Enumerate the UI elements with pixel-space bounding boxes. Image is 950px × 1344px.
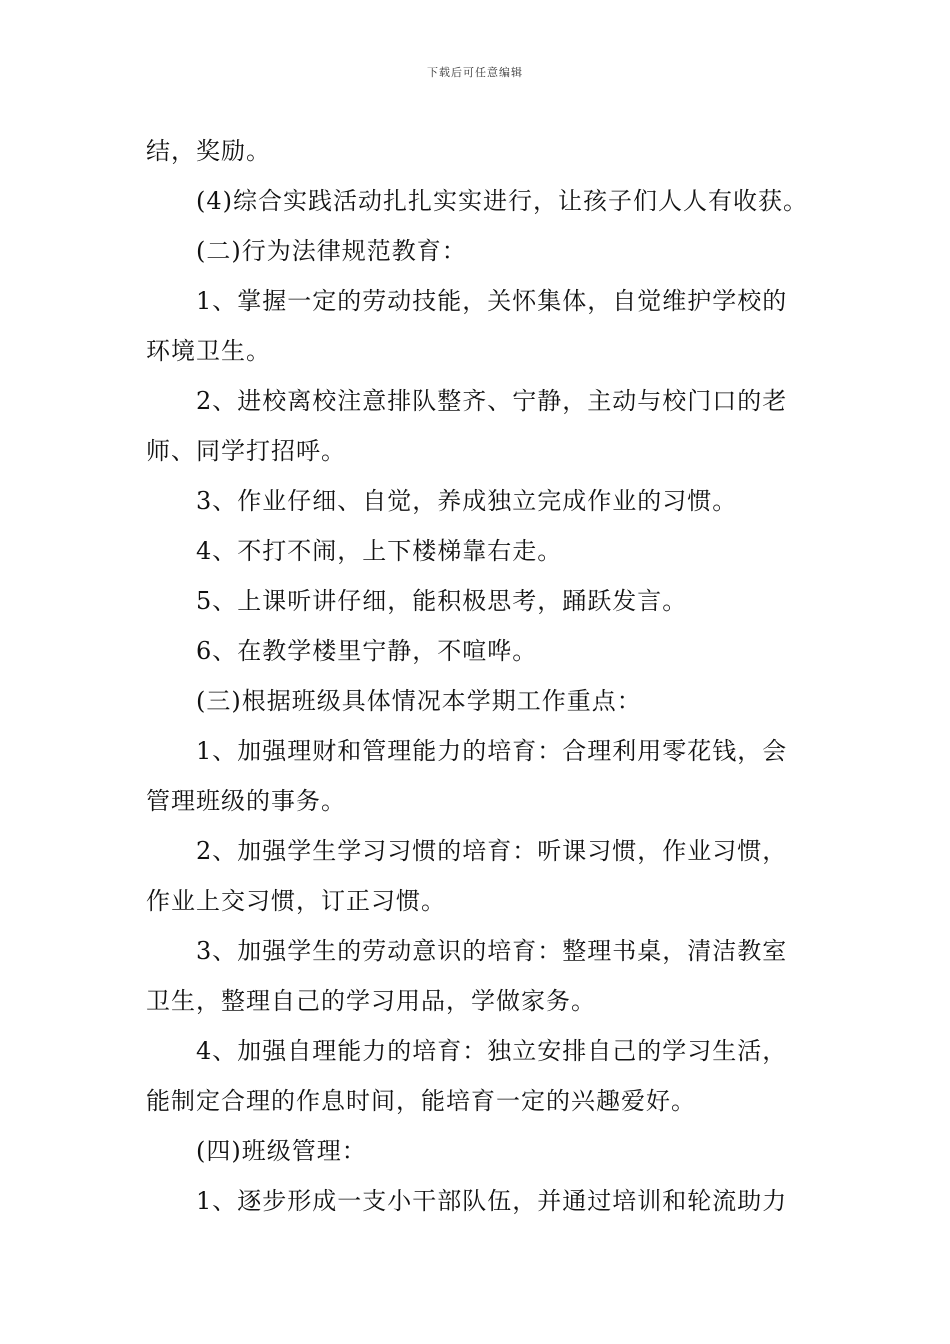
text-line: 5、上课听讲仔细，能积极思考，踊跃发言。 — [196, 587, 688, 615]
text-line: 4、不打不闹，上下楼梯靠右走。 — [196, 537, 563, 565]
page-header: 下载后可任意编辑 — [427, 66, 523, 79]
text-line: 2、加强学生学习习惯的培育：听课习惯，作业习惯， — [196, 837, 788, 865]
text-line: 1、掌握一定的劳动技能，关怀集体，自觉维护学校的 — [196, 287, 788, 315]
text-line: (4)综合实践活动扎扎实实进行，让孩子们人人有收获。 — [196, 187, 808, 215]
text-line: 2、进校离校注意排队整齐、宁静，主动与校门口的老 — [196, 387, 788, 415]
text-line: 作业上交习惯，订正习惯。 — [146, 887, 446, 915]
document-body — [146, 126, 810, 1226]
text-line: 师、同学打招呼。 — [146, 437, 346, 465]
text-line: 环境卫生。 — [146, 337, 271, 365]
text-line: 6、在教学楼里宁静，不喧哗。 — [196, 637, 538, 665]
text-line: 结，奖励。 — [146, 137, 271, 165]
section-heading: (四)班级管理： — [196, 1137, 367, 1165]
text-line: 4、加强自理能力的培育：独立安排自己的学习生活， — [196, 1037, 788, 1065]
text-line: 3、作业仔细、自觉，养成独立完成作业的习惯。 — [196, 487, 738, 515]
text-line: 能制定合理的作息时间，能培育一定的兴趣爱好。 — [146, 1087, 696, 1115]
section-heading: (三)根据班级具体情况本学期工作重点： — [196, 687, 642, 715]
text-line: 3、加强学生的劳动意识的培育：整理书桌，清洁教室 — [196, 937, 788, 965]
text-line: 卫生，整理自己的学习用品，学做家务。 — [146, 987, 596, 1015]
text-line: 1、逐步形成一支小干部队伍，并通过培训和轮流助力 — [196, 1187, 788, 1215]
text-line: 管理班级的事务。 — [146, 787, 346, 815]
text-line: 1、加强理财和管理能力的培育：合理利用零花钱，会 — [196, 737, 788, 765]
section-heading: (二)行为法律规范教育： — [196, 237, 467, 265]
